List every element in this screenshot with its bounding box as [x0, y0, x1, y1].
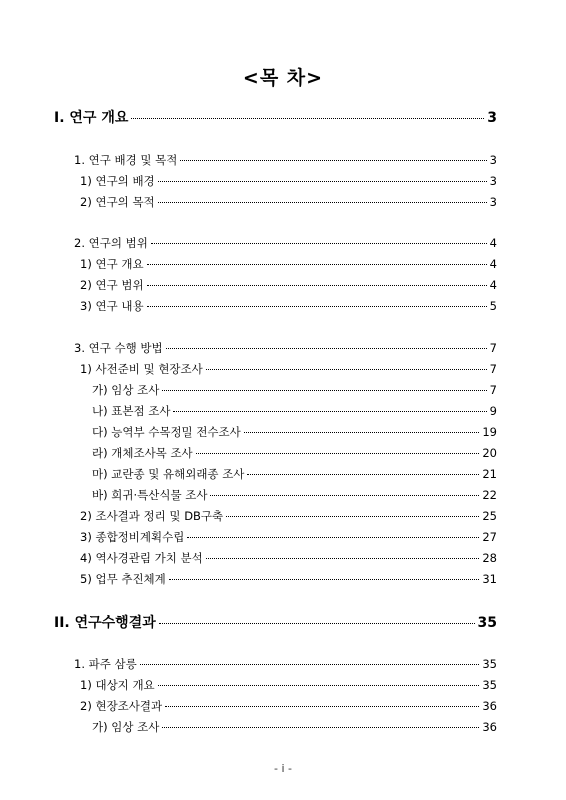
- toc-entry-label: 1. 연구 배경 및 목적: [74, 153, 178, 167]
- toc-entry: [80, 677, 497, 693]
- toc-entry-page: 5: [489, 299, 497, 313]
- toc-entry-label: 라) 개체조사목 조사: [92, 446, 193, 460]
- dot-leader: [147, 306, 487, 307]
- toc-entry-label: 4) 역사경관림 가치 분석: [80, 551, 203, 565]
- toc-entry: [74, 340, 497, 356]
- toc-entry-page: 3: [489, 153, 497, 167]
- toc-entry-page: 7: [489, 383, 497, 397]
- toc-entry: [80, 298, 497, 314]
- dot-leader: [210, 495, 479, 496]
- toc-entry-page: 36: [482, 699, 497, 713]
- toc-entry: [92, 382, 497, 398]
- toc-entry-page: 35: [482, 678, 497, 692]
- dot-leader: [196, 453, 480, 454]
- dot-leader: [169, 579, 480, 580]
- dot-leader: [173, 411, 486, 412]
- toc-entry: [80, 194, 497, 210]
- toc-entry-label: 가) 임상 조사: [92, 720, 160, 734]
- toc-entry: [92, 487, 497, 503]
- dot-leader: [166, 348, 487, 349]
- toc-entry: [80, 698, 497, 714]
- toc-entry: [54, 612, 497, 632]
- toc-entry-page: 7: [489, 362, 497, 376]
- dot-leader: [206, 558, 480, 559]
- toc-entry-page: 21: [482, 467, 497, 481]
- dot-leader: [162, 390, 486, 391]
- toc-entry-label: 5) 업무 추진체계: [80, 572, 166, 586]
- toc-entry: [74, 235, 497, 251]
- dot-leader: [140, 664, 480, 665]
- toc-entry: [80, 571, 497, 587]
- toc-entry: [74, 656, 497, 672]
- toc-entry-page: 25: [482, 509, 497, 523]
- toc-entry-label: 나) 표본점 조사: [92, 404, 171, 418]
- toc-entry-page: 7: [489, 341, 497, 355]
- toc-entry-label: 1) 연구 개요: [80, 257, 144, 271]
- toc-entry-label: II. 연구수행결과: [54, 615, 156, 631]
- toc-entry: [80, 256, 497, 272]
- toc-entry-label: 1) 사전준비 및 현장조사: [80, 362, 203, 376]
- toc-entry: [74, 152, 497, 168]
- toc-entry-page: 27: [482, 530, 497, 544]
- toc-entry-page: 35: [482, 657, 497, 671]
- toc-entry-label: I. 연구 개요: [54, 110, 129, 126]
- toc-entry: [92, 424, 497, 440]
- dot-leader: [247, 474, 479, 475]
- toc-entry-label: 3) 종합정비계획수립: [80, 530, 185, 544]
- toc-entry-page: 4: [489, 257, 497, 271]
- dot-leader: [147, 285, 487, 286]
- toc-title: <목 차>: [242, 67, 324, 89]
- toc-entry-page: 3: [489, 174, 497, 188]
- toc-entry-page: 3: [487, 110, 497, 126]
- toc-entry-label: 2. 연구의 범위: [74, 236, 148, 250]
- toc-entry-page: 4: [489, 278, 497, 292]
- dot-leader: [131, 118, 484, 119]
- toc-entry: [80, 529, 497, 545]
- toc-entry: [80, 508, 497, 524]
- dot-leader: [244, 432, 480, 433]
- toc-entry-label: 2) 연구의 목적: [80, 195, 155, 209]
- toc-entry: [80, 277, 497, 293]
- dot-leader: [158, 181, 487, 182]
- toc-entry-label: 2) 현장조사결과: [80, 699, 163, 713]
- dot-leader: [162, 727, 479, 728]
- toc-entry: [92, 403, 497, 419]
- dot-leader: [159, 623, 475, 624]
- toc-entry-label: 마) 교란종 및 유해외래종 조사: [92, 467, 245, 481]
- toc-entry: [92, 445, 497, 461]
- toc-entry-label: 3. 연구 수행 방법: [74, 341, 163, 355]
- toc-entry-label: 1) 연구의 배경: [80, 174, 155, 188]
- toc-entry-label: 1. 파주 삼릉: [74, 657, 137, 671]
- toc-entry-label: 바) 희귀·특산식물 조사: [92, 488, 208, 502]
- dot-leader: [158, 685, 480, 686]
- toc-entry-page: 19: [482, 425, 497, 439]
- dot-leader: [206, 369, 487, 370]
- toc-entry: [80, 550, 497, 566]
- toc-entry-page: 22: [482, 488, 497, 502]
- toc-entry-page: 9: [489, 404, 497, 418]
- toc-entry-label: 2) 연구 범위: [80, 278, 144, 292]
- dot-leader: [158, 202, 487, 203]
- toc-entry-page: 35: [477, 615, 497, 631]
- toc-entry-label: 2) 조사결과 정리 및 DB구축: [80, 509, 224, 523]
- dot-leader: [187, 537, 479, 538]
- dot-leader: [151, 243, 487, 244]
- page-number-footer: - i -: [274, 762, 292, 775]
- dot-leader: [147, 264, 487, 265]
- toc-entry-page: 31: [482, 572, 497, 586]
- dot-leader: [165, 706, 479, 707]
- toc-entry-page: 4: [489, 236, 497, 250]
- toc-entry: [92, 466, 497, 482]
- dot-leader: [180, 160, 486, 161]
- toc-entry-label: 다) 능역부 수목정밀 전수조사: [92, 425, 241, 439]
- toc-entry-page: 20: [482, 446, 497, 460]
- toc-entry: [92, 719, 497, 735]
- dot-leader: [226, 516, 479, 517]
- toc-entry: [80, 361, 497, 377]
- toc-entry: [54, 107, 497, 127]
- toc-entry-page: 28: [482, 551, 497, 565]
- toc-entry-page: 36: [482, 720, 497, 734]
- toc-entry-label: 가) 임상 조사: [92, 383, 160, 397]
- toc-entry-page: 3: [489, 195, 497, 209]
- toc-entry: [80, 173, 497, 189]
- toc-entry-label: 1) 대상지 개요: [80, 678, 155, 692]
- toc-entry-label: 3) 연구 내용: [80, 299, 144, 313]
